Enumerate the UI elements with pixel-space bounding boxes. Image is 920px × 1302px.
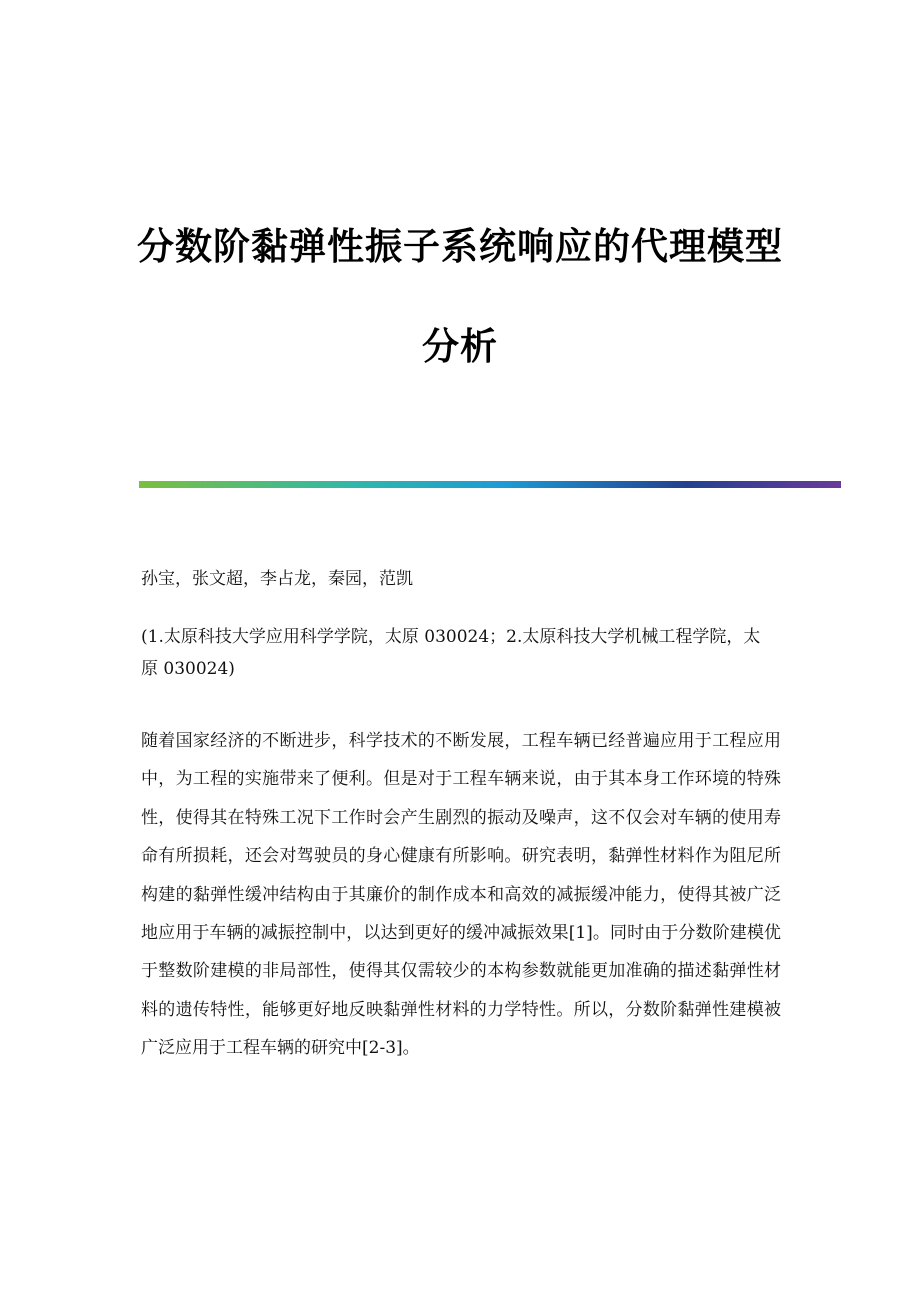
paper-title-line1: 分数阶黏弹性振子系统响应的代理模型 bbox=[137, 225, 783, 268]
authors: 孙宝，张文超，李占龙，秦园，范凯 bbox=[141, 569, 413, 589]
title-divider bbox=[139, 481, 841, 488]
body-paragraph: 随着国家经济的不断进步，科学技术的不断发展，工程车辆已经普遍应用于工程应用中，为工程的实施带来了便利。但是对于工程车辆来说，由于其本身工作环境的特殊性，使得其在特殊工况下工作时会产生剧烈的振动及噪声，这不仅会对车辆的使用寿命有所损耗，还会对驾驶员的身心健康有所影响。研究表明，黏弹性材料作为阻尼所构建的黏弹性缓冲结构由于其廉价的制作成本和高效的减振缓冲能力，使得其被广泛地应用于车辆的减振控制中，以达到更好的缓冲减振效果[1]。同时由于分数阶建模优于整数阶建模的非局部性，使得其仅需较少的本构参数就能更加准确的描述黏弹性材料的遗传特性，能够更好地反映黏弹性材料的力学特性。所以，分数阶黏弹性建模被广泛应用于工程车辆的研究中[2-3]。 bbox=[141, 731, 781, 1059]
paper-title-line2: 分析 bbox=[422, 325, 498, 368]
affiliation: (1.太原科技大学应用科学学院，太原 030024；2.太原科技大学机械工程学院，太原 030024) bbox=[141, 627, 761, 679]
